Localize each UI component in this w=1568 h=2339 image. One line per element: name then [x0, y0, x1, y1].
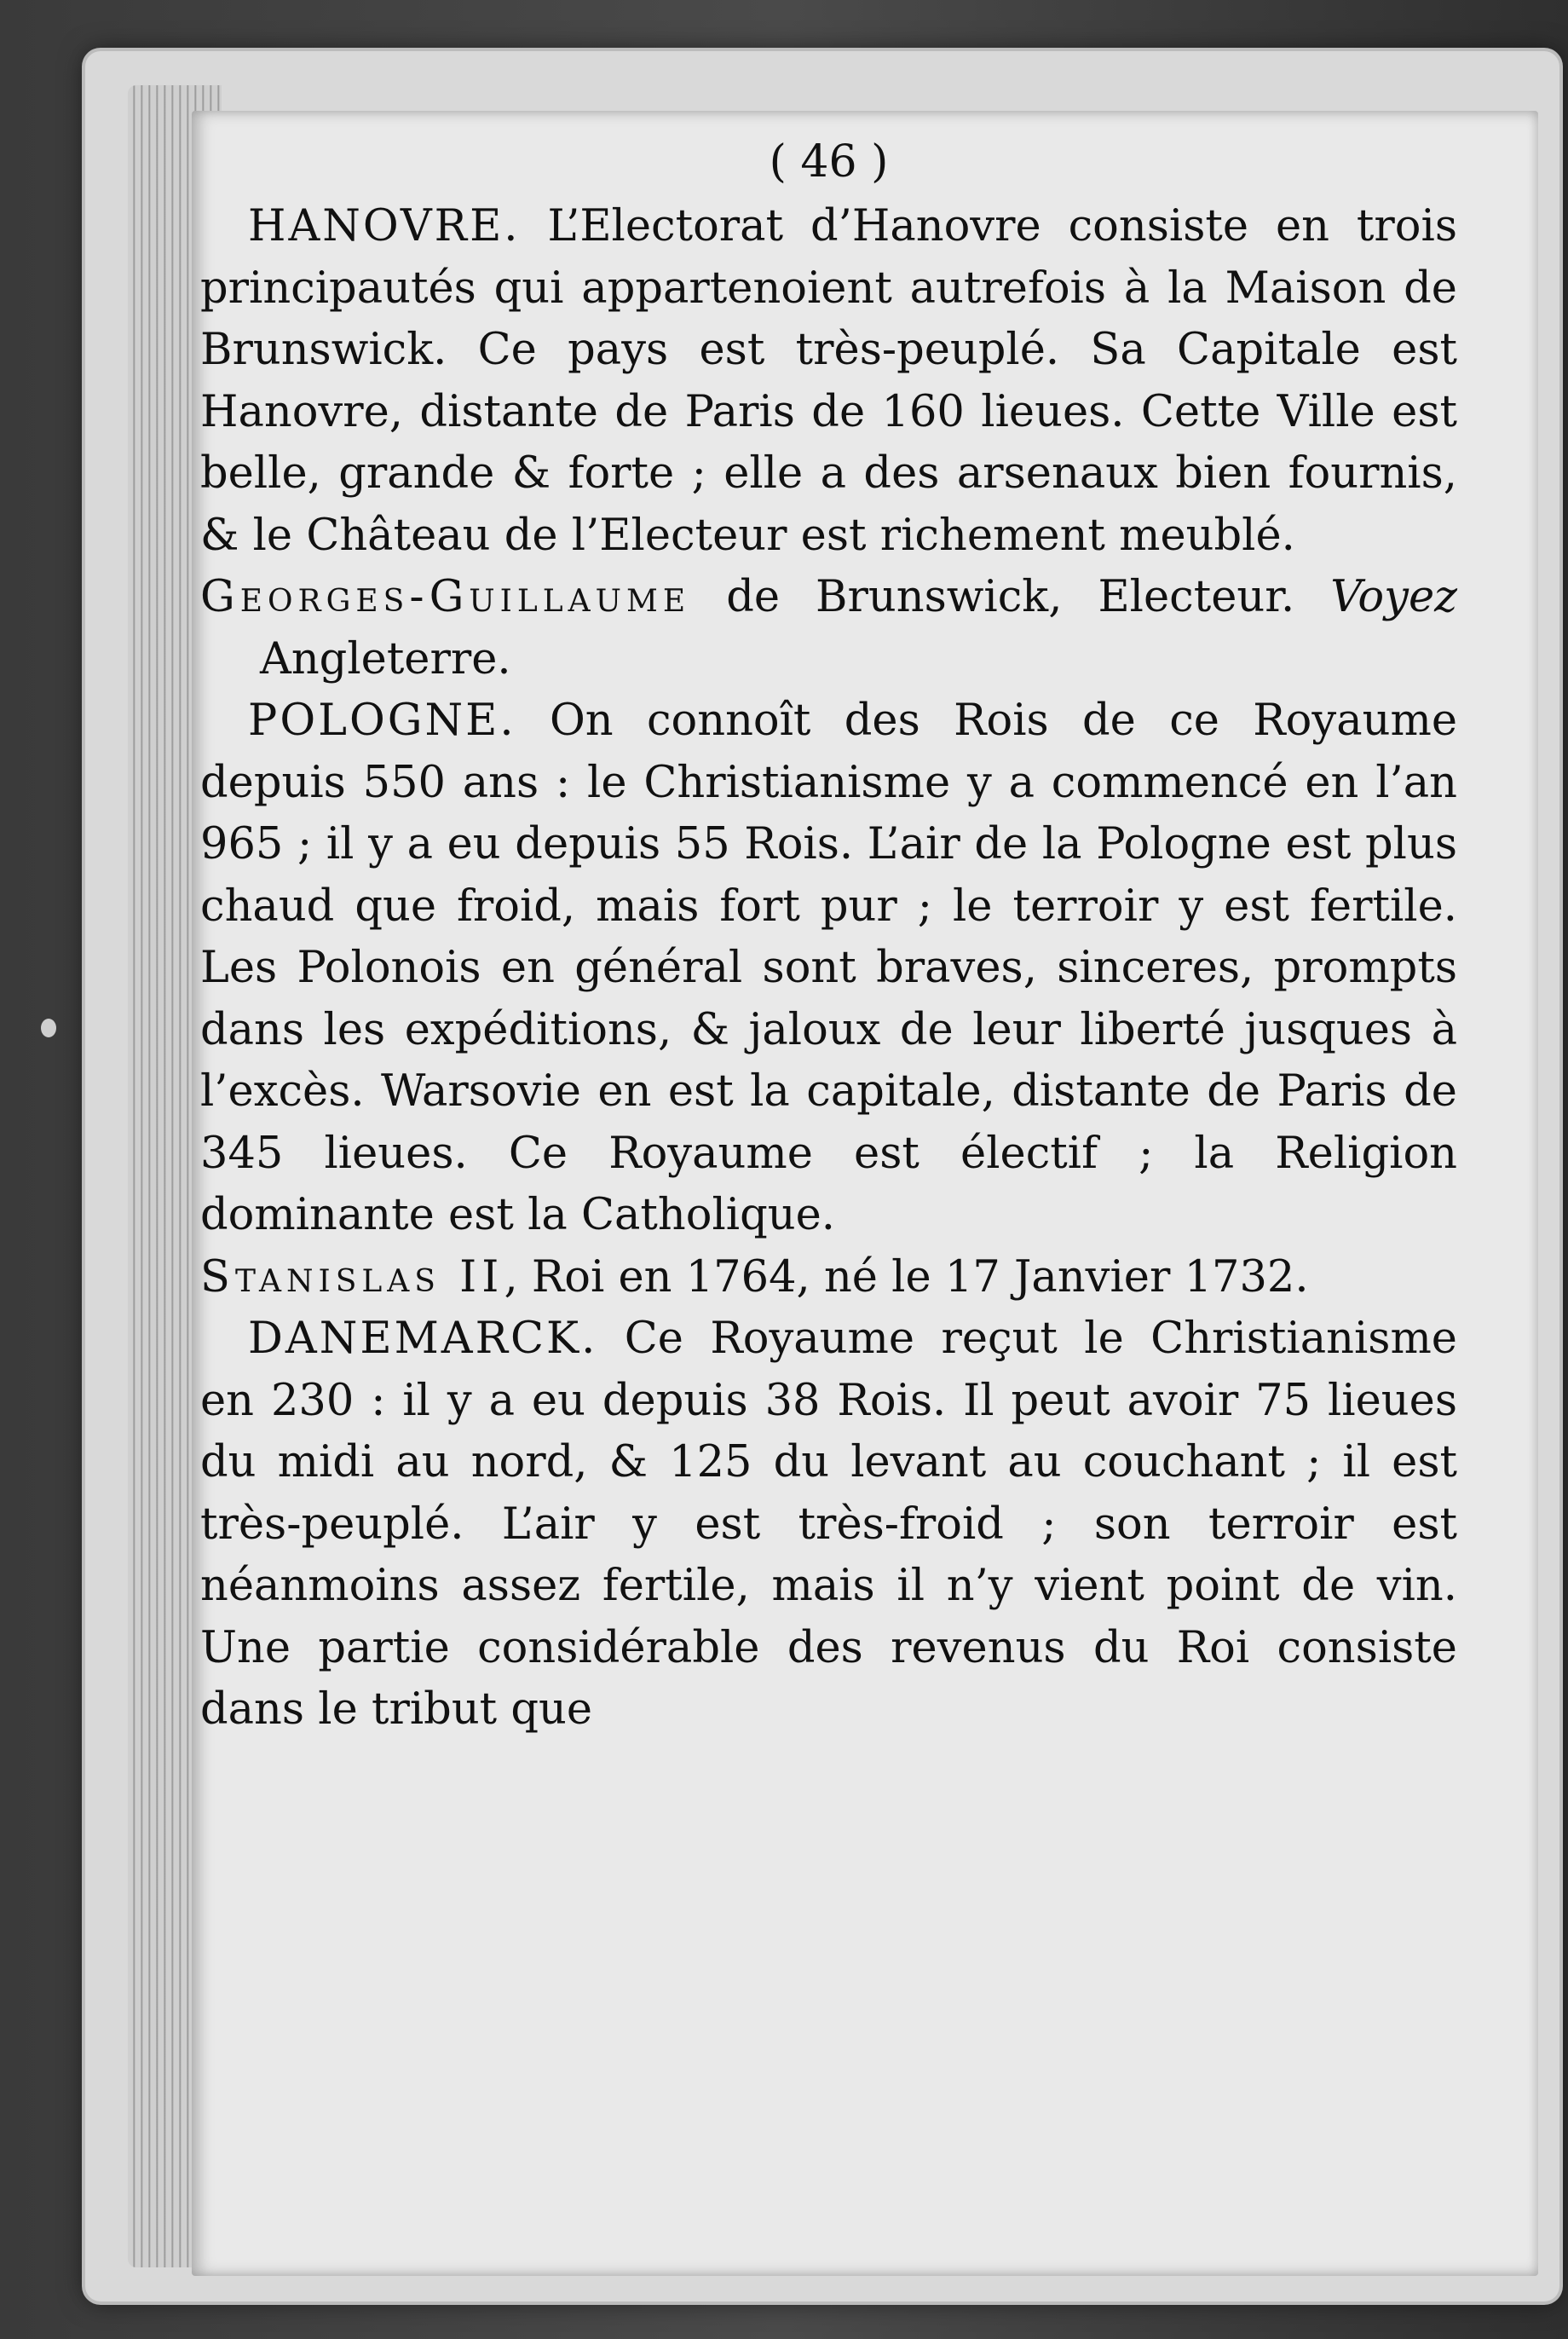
- ruler-entry-hanovre: [200, 567, 1457, 690]
- ruler-entry-pologne: [200, 1247, 1457, 1309]
- section-title-hanovre: HANOVRE.: [248, 201, 521, 251]
- ruler-text: , Roi en 1764, né le 17 Janvier 1732.: [504, 1251, 1309, 1302]
- ruler-name: Georges-Guillaume: [200, 572, 691, 622]
- ruler-tail: Angleterre.: [260, 633, 511, 684]
- ruler-text: de Brunswick, Electeur.: [690, 572, 1331, 622]
- paragraph-danemarck: [200, 1308, 1457, 1741]
- paragraph-hanovre: [200, 196, 1457, 567]
- paragraph-text: Ce Royaume reçut le Christianisme en 230 : il y a eu depuis 38 Rois. Il peut avoir 75 lieues du midi au nord, & 125 du levant au couchant ; il est très-peuplé. L’air y est très-froid ; son terroir est néanmoins assez fertile, mais il n’y vient point de vin. Une partie considérable des revenus du Roi consiste dans le tribut que: [200, 1314, 1457, 1735]
- smudge-mark: [41, 1019, 56, 1037]
- ruler-italic: Voyez: [1330, 572, 1457, 622]
- page-number: ( 46 ): [769, 136, 889, 188]
- page-text: [200, 136, 1457, 1741]
- section-title-pologne: POLOGNE.: [248, 696, 516, 746]
- ruler-name: Stanislas II: [200, 1251, 504, 1302]
- section-title-danemarck: DANEMARCK.: [248, 1314, 598, 1364]
- paragraph-text: On connoît des Rois de ce Royaume depuis 550 ans : le Christianisme y a commencé en l’an 965 ; il y a eu depuis 55 Rois. L’air de la Pologne est plus chaud que froid, mais fort pur ; le terroir y est fertile. Les Polonois en général sont braves, sinceres, prompts dans les expéditions, & jaloux de leur liberté jusques à l’excès. Warsovie en est la capitale, distante de Paris de 345 lieues. Ce Royaume est électif ; la Religion dominante est la Catholique.: [200, 696, 1457, 1240]
- paragraph-text: L’Electorat d’Hanovre consiste en trois principautés qui appartenoient autrefois à la Maison de Brunswick. Ce pays est très-peuplé. Sa Capitale est Hanovre, distante de Paris de 160 lieues. Cette Ville est belle, grande & forte ; elle a des arsenaux bien fournis, & le Château de l’Electeur est richement meublé.: [200, 201, 1457, 561]
- paragraph-pologne: [200, 690, 1457, 1247]
